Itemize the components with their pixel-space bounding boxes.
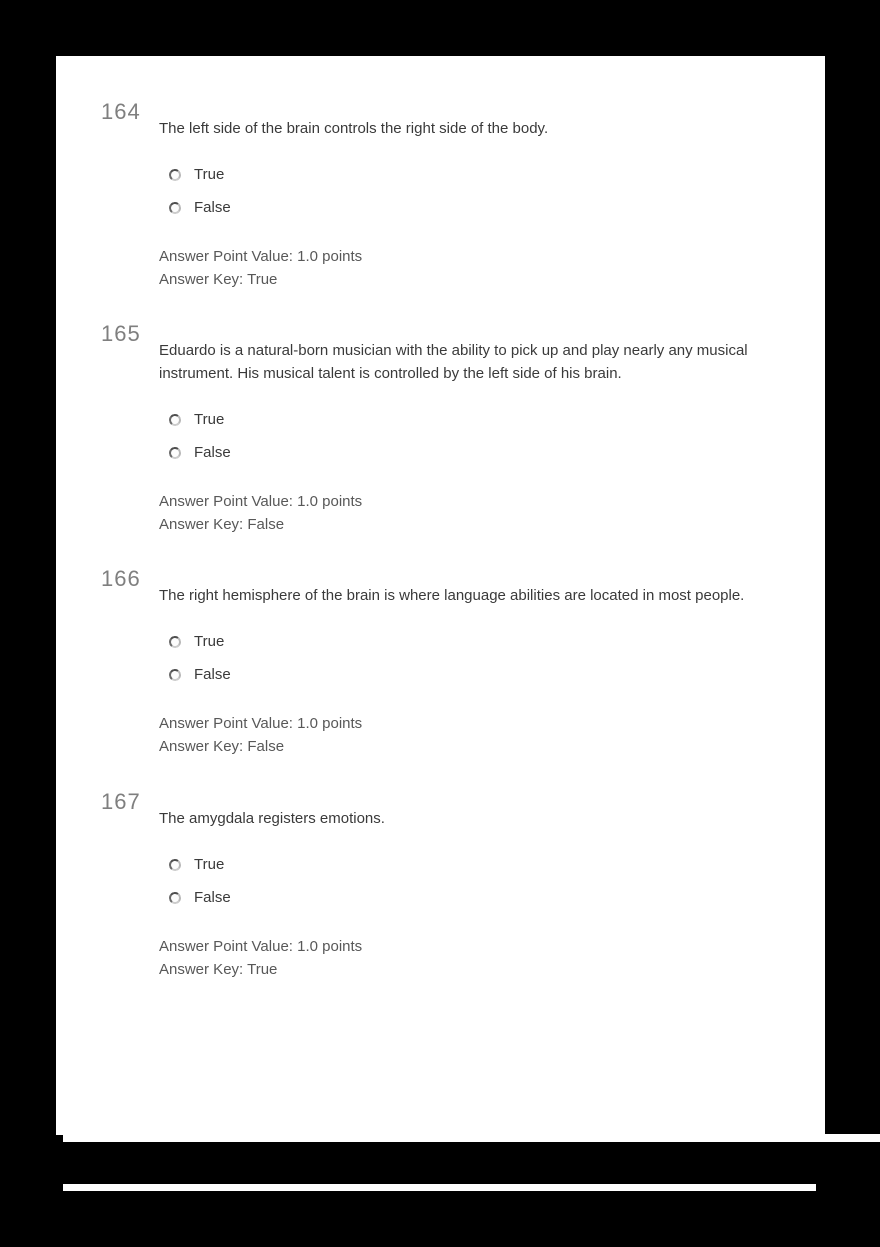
question-number: 165 [101,321,141,346]
option-true[interactable] [169,158,771,191]
option-true[interactable] [169,625,771,658]
question-number: 164 [101,99,141,124]
question-165 [56,322,825,536]
radio-unchecked-icon[interactable] [168,201,182,215]
option-label: True [194,410,225,428]
question-text: Eduardo is a natural-born musician with the ability to pick up and play nearly any musical instrument. His musical talent is controlled by the left side of his brain. [159,342,748,382]
answer-key: Answer Key: False [159,738,285,755]
question-text: The amygdala registers emotions. [159,810,385,827]
answer-key: Answer Key: True [159,961,278,978]
question-number: 167 [101,789,141,814]
radio-unchecked-icon[interactable] [168,858,182,872]
answer-meta [159,712,771,758]
answer-meta [159,245,771,291]
answer-meta [159,490,771,536]
answer-point-value: Answer Point Value: 1.0 points [159,493,363,510]
option-label: True [194,632,225,650]
radio-unchecked-icon[interactable] [168,891,182,905]
option-false[interactable] [169,658,771,691]
radio-unchecked-icon[interactable] [168,446,182,460]
radio-unchecked-icon[interactable] [168,635,182,649]
options-group [159,403,771,469]
answer-meta [159,935,771,981]
question-166 [56,567,825,758]
option-label: True [194,165,225,183]
question-164 [56,100,825,291]
question-167 [56,790,825,981]
option-false[interactable] [169,191,771,224]
option-true[interactable] [169,848,771,881]
answer-point-value: Answer Point Value: 1.0 points [159,248,363,265]
question-text: The right hemisphere of the brain is where language abilities are located in most people. [159,587,745,604]
options-group [159,625,771,691]
radio-unchecked-icon[interactable] [168,413,182,427]
option-label: False [194,888,231,906]
option-false[interactable] [169,436,771,469]
options-group [159,158,771,224]
option-label: False [194,665,231,683]
next-page-top-stripe [63,1184,816,1191]
question-text: The left side of the brain controls the right side of the body. [159,120,549,137]
answer-point-value: Answer Point Value: 1.0 points [159,715,363,732]
option-label: False [194,198,231,216]
options-group [159,848,771,914]
answer-point-value: Answer Point Value: 1.0 points [159,938,363,955]
answer-key: Answer Key: False [159,516,285,533]
question-number: 166 [101,566,141,591]
option-label: True [194,855,225,873]
quiz-page [56,56,825,1135]
option-false[interactable] [169,881,771,914]
option-true[interactable] [169,403,771,436]
page-bottom-strip [63,1134,880,1142]
radio-unchecked-icon[interactable] [168,668,182,682]
radio-unchecked-icon[interactable] [168,168,182,182]
option-label: False [194,443,231,461]
answer-key: Answer Key: True [159,271,278,288]
